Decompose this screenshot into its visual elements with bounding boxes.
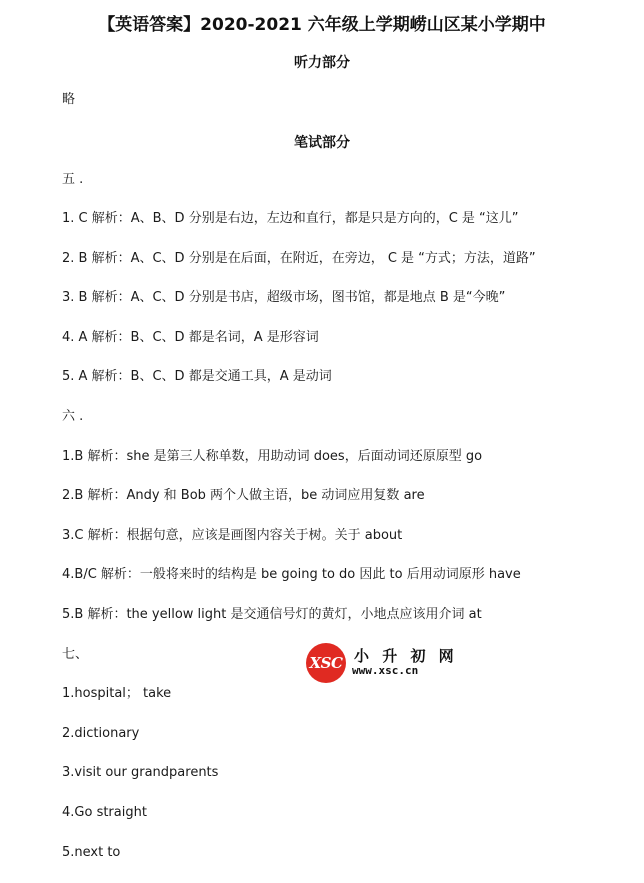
section6-item-1: 1.B 解析：she 是第三人称单数，用助动词 does，后面动词还原原型 go [62,449,483,464]
section6-item-3: 3.C 解析：根据句意，应该是画图内容关于树。关于 about [62,528,403,543]
section5-item-5: 5. A 解析：B、C、D 都是交通工具，A 是动词 [62,369,332,384]
section6-item-4: 4.B/C 解析：一般将来时的结构是 be going to do 因此 to 后用动词原形 have [62,567,521,582]
section6-item-5: 5.B 解析：the yellow light 是交通信号灯的黄灯，小地点应该用介词 at [62,607,482,622]
section7-item-1: 1.hospital； take [62,686,172,701]
watermark-name: 小 升 初 网 [354,647,458,665]
document-title: 【英语答案】2020-2021 六年级上学期崂山区某小学期中 [98,15,546,35]
xsc-logo-icon [306,643,346,683]
section6-label: 六 . [62,409,84,424]
section7-item-2: 2.dictionary [62,726,140,741]
watermark-url: www.xsc.cn [352,664,419,677]
section5-label: 五 . [62,172,84,187]
section7-label: 七、 [62,647,89,662]
section7-item-3: 3.visit our grandparents [62,765,219,780]
section5-item-4: 4. A 解析：B、C、D 都是名词，A 是形容词 [62,330,319,345]
section5-item-2: 2. B 解析：A、C、D 分别是在后面，在附近，在旁边， C 是 “方式；方法，道路” [62,251,536,266]
logo-text: XSC [309,654,343,672]
listening-heading: 听力部分 [294,55,350,71]
section5-item-1: 1. C 解析：A、B、D 分别是右边，左边和直行，都是只是方向的，C 是 “这儿” [62,211,519,226]
section7-item-5: 5.next to [62,845,121,860]
listening-content: 略 [62,92,76,107]
section6-item-2: 2.B 解析：Andy 和 Bob 两个人做主语，be 动词应用复数 are [62,488,425,503]
written-heading: 笔试部分 [294,135,350,151]
section5-item-3: 3. B 解析：A、C、D 分别是书店，超级市场，图书馆，都是地点 B 是“今晚” [62,290,506,305]
section7-item-4: 4.Go straight [62,805,147,820]
